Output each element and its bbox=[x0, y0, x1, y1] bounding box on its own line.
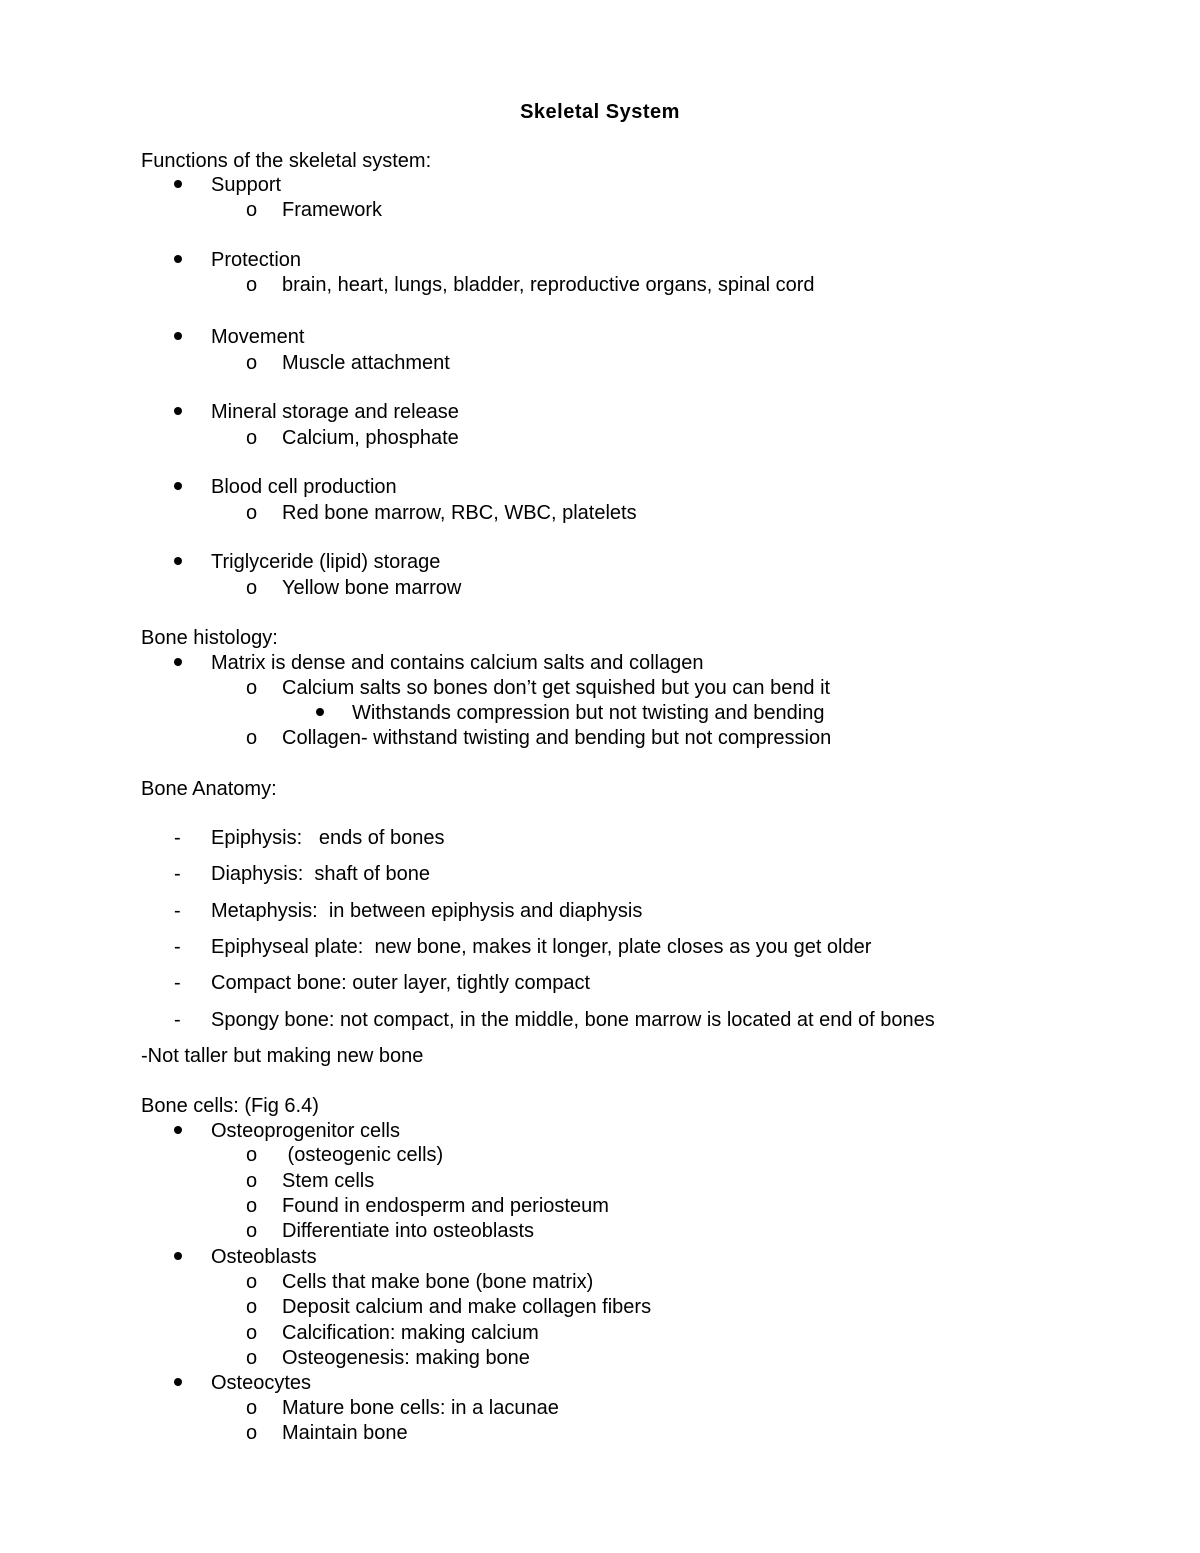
circle-marker: o bbox=[246, 274, 258, 296]
dash-marker: - bbox=[174, 900, 181, 922]
bullet-marker bbox=[174, 248, 182, 272]
bullet-marker bbox=[174, 400, 182, 424]
list-subitem: Calcium salts so bones don’t get squished but you can bend it bbox=[282, 677, 831, 699]
list-item: Movement bbox=[211, 326, 305, 348]
list-subitem: Stem cells bbox=[282, 1170, 375, 1192]
list-item: Diaphysis: shaft of bone bbox=[211, 863, 431, 885]
list-item: Osteoblasts bbox=[211, 1246, 317, 1268]
circle-marker: o bbox=[246, 502, 258, 524]
bullet-marker bbox=[174, 1119, 182, 1143]
anatomy-note: -Not taller but making new bone bbox=[141, 1045, 424, 1067]
list-subitem: (osteogenic cells) bbox=[282, 1144, 444, 1166]
bullet-marker bbox=[174, 475, 182, 499]
list-subitem: Yellow bone marrow bbox=[282, 577, 462, 599]
circle-marker: o bbox=[246, 1347, 258, 1369]
list-item: Epiphysis: ends of bones bbox=[211, 827, 445, 849]
circle-marker: o bbox=[246, 1195, 258, 1217]
bullet-marker bbox=[174, 1371, 182, 1395]
circle-marker: o bbox=[246, 1220, 258, 1242]
circle-marker: o bbox=[246, 1322, 258, 1344]
circle-marker: o bbox=[246, 1422, 258, 1444]
list-subitem: brain, heart, lungs, bladder, reproductive organs, spinal cord bbox=[282, 274, 815, 296]
list-item: Mineral storage and release bbox=[211, 401, 459, 423]
bullet-marker bbox=[316, 701, 324, 725]
list-subitem: Calcium, phosphate bbox=[282, 427, 459, 449]
circle-marker: o bbox=[246, 427, 258, 449]
list-subitem: Calcification: making calcium bbox=[282, 1322, 539, 1344]
list-subitem: Muscle attachment bbox=[282, 352, 450, 374]
circle-marker: o bbox=[246, 1397, 258, 1419]
cells-heading: Bone cells: (Fig 6.4) bbox=[141, 1095, 319, 1117]
dash-marker: - bbox=[174, 863, 181, 885]
circle-marker: o bbox=[246, 352, 258, 374]
circle-marker: o bbox=[246, 1271, 258, 1293]
circle-marker: o bbox=[246, 199, 258, 221]
histology-heading: Bone histology: bbox=[141, 627, 278, 649]
list-item: Metaphysis: in between epiphysis and diaphysis bbox=[211, 900, 643, 922]
circle-marker: o bbox=[246, 677, 258, 699]
dash-marker: - bbox=[174, 827, 181, 849]
list-subitem: Osteogenesis: making bone bbox=[282, 1347, 530, 1369]
circle-marker: o bbox=[246, 1144, 258, 1166]
list-item: Osteocytes bbox=[211, 1372, 312, 1394]
list-subsubitem: Withstands compression but not twisting and bending bbox=[352, 702, 825, 724]
bullet-marker bbox=[174, 173, 182, 197]
list-subitem: Red bone marrow, RBC, WBC, platelets bbox=[282, 502, 637, 524]
list-subitem: Deposit calcium and make collagen fibers bbox=[282, 1296, 652, 1318]
list-item: Protection bbox=[211, 249, 302, 271]
page-title: Skeletal System bbox=[520, 101, 680, 123]
list-subitem: Collagen- withstand twisting and bending but not compression bbox=[282, 727, 832, 749]
list-item: Compact bone: outer layer, tightly compact bbox=[211, 972, 591, 994]
list-item: Osteoprogenitor cells bbox=[211, 1120, 400, 1142]
circle-marker: o bbox=[246, 1296, 258, 1318]
list-item: Blood cell production bbox=[211, 476, 397, 498]
bullet-marker bbox=[174, 550, 182, 574]
anatomy-heading: Bone Anatomy: bbox=[141, 778, 277, 800]
list-subitem: Differentiate into osteoblasts bbox=[282, 1220, 535, 1242]
bullet-marker bbox=[174, 325, 182, 349]
list-subitem: Cells that make bone (bone matrix) bbox=[282, 1271, 594, 1293]
bullet-marker bbox=[174, 651, 182, 675]
bullet-marker bbox=[174, 1245, 182, 1269]
list-subitem: Framework bbox=[282, 199, 383, 221]
dash-marker: - bbox=[174, 936, 181, 958]
functions-heading: Functions of the skeletal system: bbox=[141, 150, 432, 172]
list-item: Matrix is dense and contains calcium salts and collagen bbox=[211, 652, 704, 674]
list-subitem: Found in endosperm and periosteum bbox=[282, 1195, 609, 1217]
circle-marker: o bbox=[246, 1170, 258, 1192]
list-subitem: Mature bone cells: in a lacunae bbox=[282, 1397, 559, 1419]
dash-marker: - bbox=[174, 972, 181, 994]
dash-marker: - bbox=[174, 1009, 181, 1031]
list-item: Spongy bone: not compact, in the middle, bone marrow is located at end of bones bbox=[211, 1009, 935, 1031]
list-item: Support bbox=[211, 174, 282, 196]
list-item: Epiphyseal plate: new bone, makes it longer, plate closes as you get older bbox=[211, 936, 872, 958]
circle-marker: o bbox=[246, 577, 258, 599]
list-subitem: Maintain bone bbox=[282, 1422, 408, 1444]
circle-marker: o bbox=[246, 727, 258, 749]
list-item: Triglyceride (lipid) storage bbox=[211, 551, 441, 573]
